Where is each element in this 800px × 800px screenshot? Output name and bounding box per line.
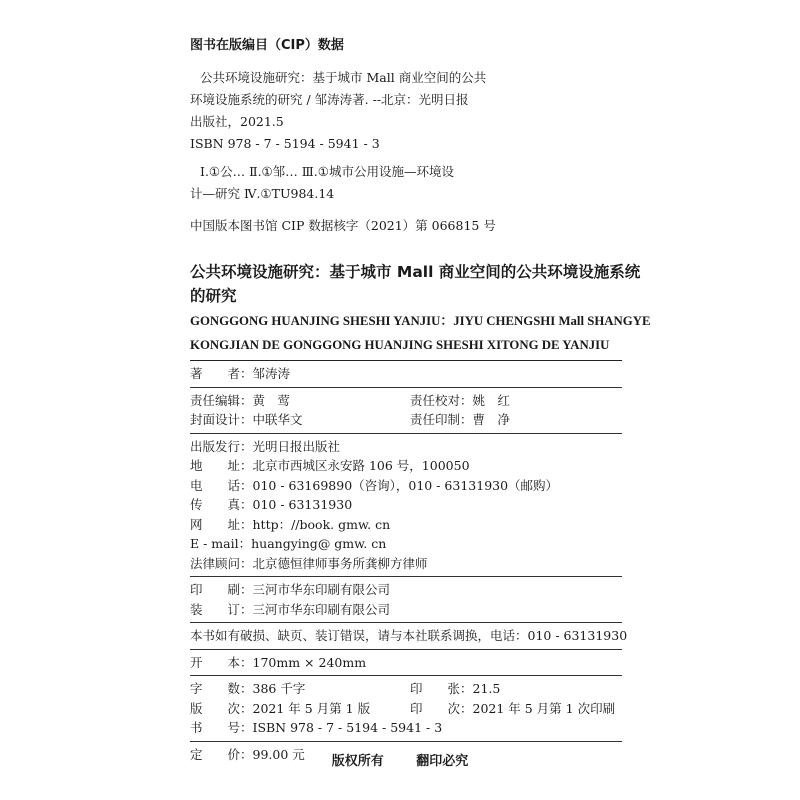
cover-design-line: 封面设计：中联华文 — [190, 412, 303, 427]
responsibility-section — [190, 388, 622, 433]
proofreader-line: 责任校对：姚 红 — [410, 392, 511, 408]
book-title-pinyin-cont: KONGJIAN DE GONGGONG HUANJING SHESHI XITONG DE YANJIU — [190, 338, 610, 352]
defect-notice: 本书如有破损、缺页、装订错误，请与本社联系调换，电话：010 - 63131930 — [190, 628, 628, 643]
editor-line: 责任编辑：黄 莺 — [190, 392, 291, 408]
publisher-section — [190, 434, 622, 577]
printer-line: 印 刷：三河市华东印刷有限公司 — [190, 582, 391, 597]
word-count-line: 字 数：386 千字 — [190, 681, 306, 696]
cip-line: 环境设施系统的研究 / 邹涛涛著. --北京：光明日报 — [190, 92, 469, 107]
print-sheets-line: 印 张：21.5 — [410, 681, 501, 696]
cip-heading: 图书在版编目（CIP）数据 — [190, 38, 344, 53]
isbn-line: 书 号：ISBN 978 - 7 - 5194 - 5941 - 3 — [190, 720, 443, 735]
cip-line: 出版社，2021.5 — [190, 114, 284, 129]
format-line: 开 本：170mm × 240mm — [190, 654, 367, 670]
copyright-notice — [0, 750, 800, 769]
distributor-line: 出版发行：光明日报出版社 — [190, 438, 341, 454]
legal-counsel-line: 法律顾问：北京德恒律师事务所龚柳方律师 — [190, 555, 428, 571]
book-title-cn-cont: 的研究 — [190, 287, 237, 305]
colophon — [190, 260, 651, 767]
email-line: E - mail：huangying@ gmw. cn — [190, 536, 387, 551]
specs-section — [190, 676, 622, 741]
phone-line: 电 话：010 - 63169890（咨询），010 - 63131930（邮购） — [190, 477, 559, 493]
cip-line: 计—研究 Ⅳ.①TU984.14 — [190, 186, 335, 201]
printing-section — [190, 577, 622, 622]
impression-line: 印 次：2021 年 5 月第 1 次印刷 — [410, 700, 616, 716]
all-rights-reserved: 版权所有 — [331, 754, 384, 769]
website-line: 网 址：http：//book. gmw. cn — [190, 516, 391, 532]
cip-data-block — [190, 34, 630, 237]
cip-line: 公共环境设施研究：基于城市 Mall 商业空间的公共 — [200, 70, 487, 85]
author-line: 著 者：邹涛涛 — [190, 366, 291, 381]
book-title-cn: 公共环境设施研究：基于城市 Mall 商业空间的公共环境设施系统 — [190, 263, 641, 281]
author-section — [190, 361, 622, 387]
address-line: 地 址：北京市西城区永安路 106 号，100050 — [190, 458, 470, 473]
edition-line: 版 次：2021 年 5 月第 1 版 — [190, 700, 371, 716]
printing-manager-line: 责任印制：曹 净 — [410, 412, 511, 427]
format-section — [190, 650, 622, 676]
no-reproduction: 翻印必究 — [416, 754, 469, 769]
cip-isbn-line: ISBN 978 - 7 - 5194 - 5941 - 3 — [190, 136, 380, 151]
cip-number-line: 中国版本图书馆 CIP 数据核字（2021）第 066815 号 — [190, 218, 496, 233]
book-title-pinyin: GONGGONG HUANJING SHESHI YANJIU：JIYU CHENGSHI Mall SHANGYE — [190, 314, 651, 328]
binder-line: 装 订：三河市华东印刷有限公司 — [190, 601, 391, 617]
price-line: 定 价：99.00 元 — [190, 746, 305, 762]
notice-section — [190, 623, 628, 649]
fax-line: 传 真：010 - 63131930 — [190, 497, 353, 512]
cip-line: Ⅰ.①公… Ⅱ.①邹… Ⅲ.①城市公用设施—环境设 — [200, 164, 454, 179]
